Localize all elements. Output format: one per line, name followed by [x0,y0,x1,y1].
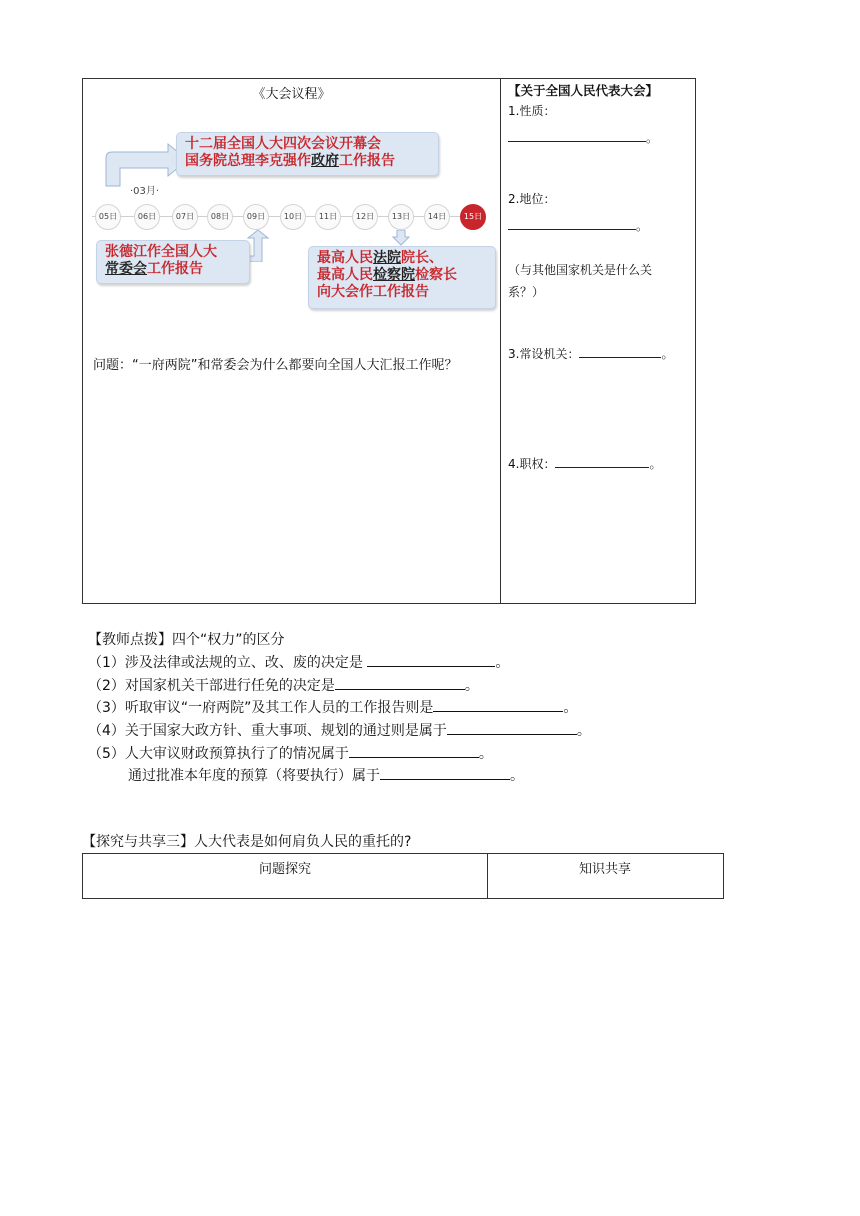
col-header-question: 问题探究 [258,862,311,877]
answer-blank[interactable] [349,743,479,758]
npc-item-status-blank: 。 [508,217,693,234]
answer-blank[interactable] [433,697,563,712]
answer-blank[interactable] [579,345,661,358]
npc-relation-note: （与其他国家机关是什么关系？） [508,263,653,299]
agenda-question: 问题：“一府两院”和常委会为什么都要向全国人大汇报工作呢？ [93,358,458,373]
timeline-day: 11日 [315,204,341,230]
answer-blank[interactable] [555,455,649,468]
banner-opening-session: 十二届全国人大四次会议开幕会 国务院总理李克强作政府工作报告 [176,132,439,176]
timeline-day: 13日 [388,204,414,230]
explore3-table [82,853,724,899]
teacher-line-4: （4）关于国家大政方针、重大事项、规划的通过则是属于 。 [88,720,591,741]
explore3-heading: 【探究与共享三】人大代表是如何肩负人民的重托的? [82,834,412,850]
col-header-knowledge: 知识共享 [578,862,631,877]
teacher-line-3: （3）听取审议“一府两院”及其工作人员的工作报告则是 。 [88,697,577,718]
column-divider [500,79,501,603]
timeline-day: 12日 [352,204,378,230]
teacher-line-6: 通过批准本年度的预算（将要执行）属于 。 [128,765,524,786]
arrow-icon [392,230,410,246]
teacher-line-5: （5）人大审议财政预算执行了的情况属于 。 [88,743,493,764]
timeline-day-highlight: 15日 [460,204,486,230]
answer-blank[interactable] [380,765,510,780]
answer-blank[interactable] [508,129,646,142]
timeline-day: 10日 [280,204,306,230]
timeline-day: 14日 [424,204,450,230]
answer-blank[interactable] [447,720,577,735]
timeline-day: 06日 [134,204,160,230]
npc-item-nature: 1.性质： [508,104,556,118]
banner-court-procuratorate: 最高人民法院院长、 最高人民检察院检察长 向大会作工作报告 [308,246,496,309]
npc-item-standing-body: 3.常设机关： 。 [508,347,674,361]
teacher-line-2: （2）对国家机关干部进行任免的决定是 。 [88,675,479,696]
banner-standing-committee: 张德江作全国人大 常委会工作报告 [96,240,250,284]
agenda-title: 《大会议程》 [252,87,331,102]
npc-item-nature-blank: 。 [508,129,693,146]
npc-item-status: 2.地位： [508,192,556,206]
timeline-day: 08日 [207,204,233,230]
answer-blank[interactable] [508,217,636,230]
agenda-timeline-graphic [92,132,488,318]
timeline-day: 09日 [243,204,269,230]
answer-blank[interactable] [367,652,495,667]
npc-heading: 【关于全国人民代表大会】 [508,83,659,98]
npc-item-powers: 4.职权： 。 [508,457,662,471]
timeline-day: 05日 [95,204,121,230]
timeline-day: 07日 [172,204,198,230]
month-label: ·03月· [130,186,160,197]
answer-blank[interactable] [335,675,465,690]
teacher-heading: 【教师点拨】四个“权力”的区分 [88,632,285,648]
teacher-line-1: （1）涉及法律或法规的立、改、废的决定是 。 [88,652,509,673]
